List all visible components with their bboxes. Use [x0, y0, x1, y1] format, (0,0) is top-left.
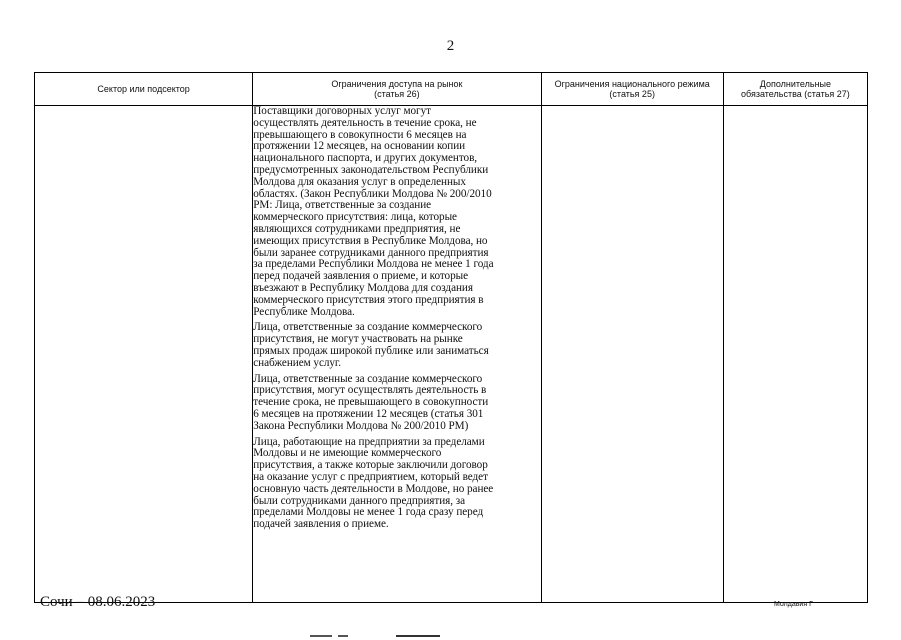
- text-line: Республике Молдова.: [253, 305, 355, 318]
- text-line: течение срока, не превышающего в совокупности: [253, 396, 489, 409]
- text-line: Молдова для оказания услуг в определенных: [253, 175, 466, 188]
- text-line: Закона Республики Молдова № 200/2010 РМ): [253, 419, 469, 432]
- header-national-treatment-line1: Ограничения национального режима: [554, 79, 710, 89]
- text-line: были заранее сотрудниками данного предприятия: [253, 246, 489, 259]
- header-additional-commitments-line1: Дополнительные: [759, 79, 832, 89]
- access-paragraph-1: [253, 106, 540, 318]
- table-row: [35, 106, 868, 603]
- text-line: национального паспорта, и других документов,: [253, 152, 478, 165]
- text-line: присутствия, не могут участвовать на рынке: [253, 333, 463, 346]
- access-paragraph-2: [253, 322, 540, 369]
- header-market-access-line2: (статья 26): [374, 89, 420, 99]
- cell-sector: [35, 106, 253, 603]
- cell-additional-commitments: [723, 106, 867, 603]
- text-line: были сотрудниками данного предприятия, за: [253, 494, 466, 507]
- text-line: прямых продаж широкой публике или заниматься: [253, 344, 489, 357]
- access-paragraph-4: [253, 437, 540, 531]
- header-additional-commitments: [723, 73, 867, 106]
- text-line: Лица, ответственные за создание коммерческого: [253, 321, 483, 334]
- text-line: на оказание услуг с предприятием, который ведет: [253, 470, 488, 483]
- text-line: являющихся сотрудниками предприятия, не: [253, 222, 461, 235]
- text-line: пределами Молдовы не менее 1 года сразу перед: [253, 506, 484, 519]
- scan-artifact: [310, 633, 450, 640]
- text-line: основную часть деятельности в Молдове, но ранее: [253, 482, 494, 495]
- header-market-access: [253, 73, 541, 106]
- text-line: перед подачей заявления о приеме, и которые: [253, 270, 468, 283]
- text-line: РМ: Лица, ответственные за создание: [253, 199, 432, 212]
- text-line: снабжением услуг.: [253, 356, 341, 369]
- cell-market-access: [253, 106, 541, 603]
- text-line: Молдовы и не имеющие коммерческого: [253, 447, 442, 460]
- header-national-treatment: [541, 73, 723, 106]
- text-line: коммерческого присутствия этого предприятия в: [253, 293, 484, 306]
- text-line: Лица, работающие на предприятии за пределами: [253, 435, 485, 448]
- footer-country-code: Молдавия Г: [774, 601, 813, 608]
- access-paragraph-3: [253, 374, 540, 433]
- page-number: 2: [446, 38, 455, 54]
- text-line: имеющих присутствия в Республике Молдова, но: [253, 234, 488, 247]
- header-sector: [35, 73, 253, 106]
- text-line: областях. (Закон Республики Молдова № 200/2010: [253, 187, 492, 200]
- text-line: осуществлять деятельность в течение срока, не: [253, 116, 477, 129]
- header-sector-label: Сектор или подсектор: [97, 84, 190, 94]
- text-line: присутствия, а также которые заключили договор: [253, 459, 488, 472]
- footer-place-date: Сочи – 08.06.2023: [40, 594, 156, 610]
- header-market-access-line1: Ограничения доступа на рынок: [331, 79, 463, 89]
- cell-national-treatment: [541, 106, 723, 603]
- text-line: протяжении 12 месяцев, на основании копии: [253, 140, 466, 153]
- header-additional-commitments-line2: обязательства (статья 27): [741, 89, 850, 99]
- text-line: за пределами Республики Молдова не менее 1 года: [253, 258, 494, 271]
- text-line: коммерческого присутствия: лица, которые: [253, 211, 457, 224]
- text-line: предусмотренных законодательством Республики: [253, 163, 489, 176]
- text-line: въезжают в Республику Молдова для создания: [253, 281, 473, 294]
- restrictions-table: [34, 72, 868, 603]
- header-national-treatment-line2: (статья 25): [609, 89, 655, 99]
- text-line: Поставщики договорных услуг могут: [253, 105, 431, 117]
- text-line: присутствия, могут осуществлять деятельность в: [253, 384, 487, 397]
- table-header-row: [35, 73, 868, 106]
- text-line: подачей заявления о приеме.: [253, 518, 389, 531]
- text-line: Лица, ответственные за создание коммерческого: [253, 372, 483, 385]
- text-line: 6 месяцев на протяжении 12 месяцев (статья 301: [253, 407, 484, 420]
- text-line: превышающего в совокупности 6 месяцев на: [253, 128, 467, 141]
